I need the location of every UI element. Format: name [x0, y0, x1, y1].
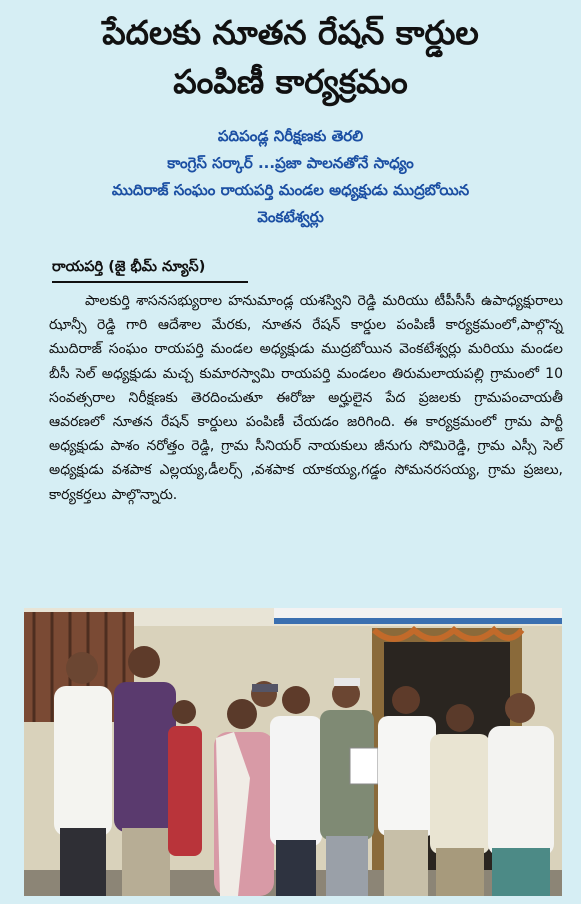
subheading-4: వెంకటేశ్వర్లు — [257, 208, 324, 226]
article-body: పాలకుర్తి శాసనసభ్యురాల హనుమాండ్ల యశస్విని రెడ్డి మరియు టీపీసీసీ ఉపాధ్యక్షురాలు ఝాన్సీ రెడ్డి గారి ఆదేశాల మేరకు, నూతన రేషన్ కార్డుల పంపిణీ కార్యక్రమంలో,పాల్గొన్న ముదిరాజ్ సంఘం రాయపర్తి మండల అధ్యక్షుడు ముద్రబోయిన వెంకటేశ్వర్లు మరియు మండల బీసీ సెల్ అధ్యక్షుడు మచ్చ కుమారస్వామి రాయపర్తి మండలం తిరుమలాయపల్లి గ్రామంలో 10 సంవత్సరాల నిరీక్షణకు తెరదించుతూ ఈరోజు అర్హులైన పేద ప్రజలకు గ్రామపంచాయతీ ఆవరణలో నూతన రేషన్ కార్డులు పంపిణీ చేయడం జరిగింది. ఈ కార్యక్రమంలో గ్రామ పార్టీ అధ్యక్షుడు పాశం నరోత్తం రెడ్డి, గ్రామ సీనియర్ నాయకులు జీనుగు సోమిరెడ్డి, గ్రామ ఎస్సీ సెల్ అధ్యక్షుడు వశపాక ఎల్లయ్య,డీలర్స్ ,వశపాక యాకయ్య,గడ్డం సోమనరసయ్య, గ్రామ ప్రజలు, కార్యకర్తలు పాల్గొన్నారు. — [49, 293, 563, 503]
headline-line-2: పంపిణీ కార్యక్రమం — [173, 62, 408, 101]
subheading-1: పదిపండ్ల నిరీక్షణకు తెరలి — [217, 127, 364, 145]
subheading-3: ముదిరాజ్ సంఘం రాయపర్తి మండల అధ్యక్షుడు ముద్రబోయిన — [111, 181, 470, 199]
subheading-2: కాంగ్రెస్ సర్కార్ ...ప్రజా పాలనతోనే సాధ్యం — [167, 154, 414, 172]
news-photo — [24, 608, 562, 896]
dateline-underline — [52, 281, 248, 283]
photo-illustration — [24, 608, 562, 896]
headline-line-1: పేదలకు నూతన రేషన్ కార్డుల — [102, 13, 479, 52]
dateline: రాయపర్తి (జై భీమ్ న్యూస్) — [52, 259, 206, 275]
subheadings — [20, 123, 561, 231]
headline — [0, 8, 581, 106]
